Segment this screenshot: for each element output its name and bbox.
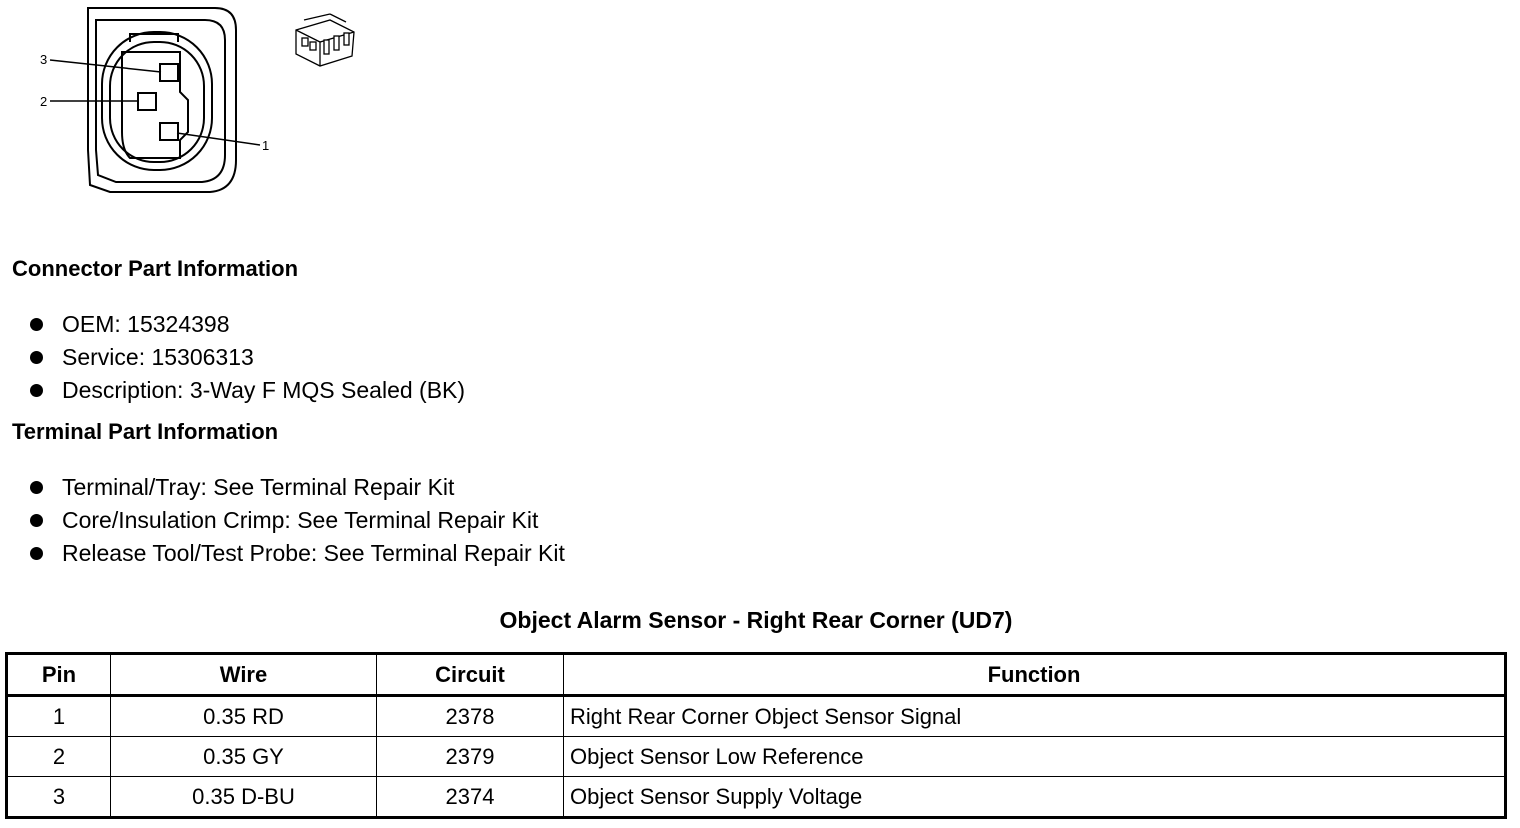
table-header-row: [7, 654, 1506, 696]
list-item-text: Service: 15306313: [62, 344, 254, 370]
cell-circuit: 2374: [377, 777, 564, 818]
list-item-text: Core/Insulation Crimp: See Terminal Repair Kit: [62, 507, 539, 533]
cell-wire: 0.35 RD: [111, 696, 377, 737]
list-item-text: Description: 3-Way F MQS Sealed (BK): [62, 377, 466, 403]
list-item: [28, 309, 465, 342]
list-item: [28, 375, 465, 408]
pin-label-3: 3: [40, 52, 48, 67]
pin-3-cavity: [160, 64, 178, 81]
list-item-text: OEM: 15324398: [62, 311, 230, 337]
col-header-function: Function: [564, 654, 1506, 696]
cell-wire: 0.35 GY: [111, 737, 377, 777]
cell-circuit: 2378: [377, 696, 564, 737]
cell-function: Object Sensor Low Reference: [564, 737, 1506, 777]
connector-part-info-heading: Connector Part Information: [12, 256, 299, 281]
cell-pin: 1: [7, 696, 111, 737]
cell-wire: 0.35 D-BU: [111, 777, 377, 818]
col-header-circuit: Circuit: [377, 654, 564, 696]
list-item: [28, 505, 565, 538]
table-row: [7, 777, 1506, 818]
connector-part-info-list: [28, 309, 465, 408]
table-row: [7, 737, 1506, 777]
bullet-icon: [30, 318, 43, 331]
list-item: [28, 538, 565, 571]
bullet-icon: [30, 384, 43, 397]
bullet-icon: [30, 547, 43, 560]
pin-label-1: 1: [262, 138, 270, 153]
cell-pin: 2: [7, 737, 111, 777]
list-item: [28, 342, 465, 375]
pin-table-title: Object Alarm Sensor - Right Rear Corner (UD7): [499, 607, 1013, 633]
bullet-icon: [30, 514, 43, 527]
terminal-part-info-list: [28, 472, 565, 571]
pin-table: [5, 652, 1507, 819]
pin-2-cavity: [138, 93, 156, 110]
cell-circuit: 2379: [377, 737, 564, 777]
cell-function: Right Rear Corner Object Sensor Signal: [564, 696, 1506, 737]
connector-thumbnail: [290, 12, 360, 68]
cell-pin: 3: [7, 777, 111, 818]
col-header-wire: Wire: [111, 654, 377, 696]
list-item-text: Release Tool/Test Probe: See Terminal Repair Kit: [62, 540, 565, 566]
list-item-text: Terminal/Tray: See Terminal Repair Kit: [62, 474, 455, 500]
table-row: [7, 696, 1506, 737]
bullet-icon: [30, 351, 43, 364]
pin-1-cavity: [160, 123, 178, 140]
cell-function: Object Sensor Supply Voltage: [564, 777, 1506, 818]
terminal-part-info-heading: Terminal Part Information: [12, 419, 279, 444]
bullet-icon: [30, 481, 43, 494]
col-header-pin: Pin: [7, 654, 111, 696]
list-item: [28, 472, 565, 505]
connector-face-diagram: [30, 0, 280, 200]
pin-label-2: 2: [40, 94, 48, 109]
